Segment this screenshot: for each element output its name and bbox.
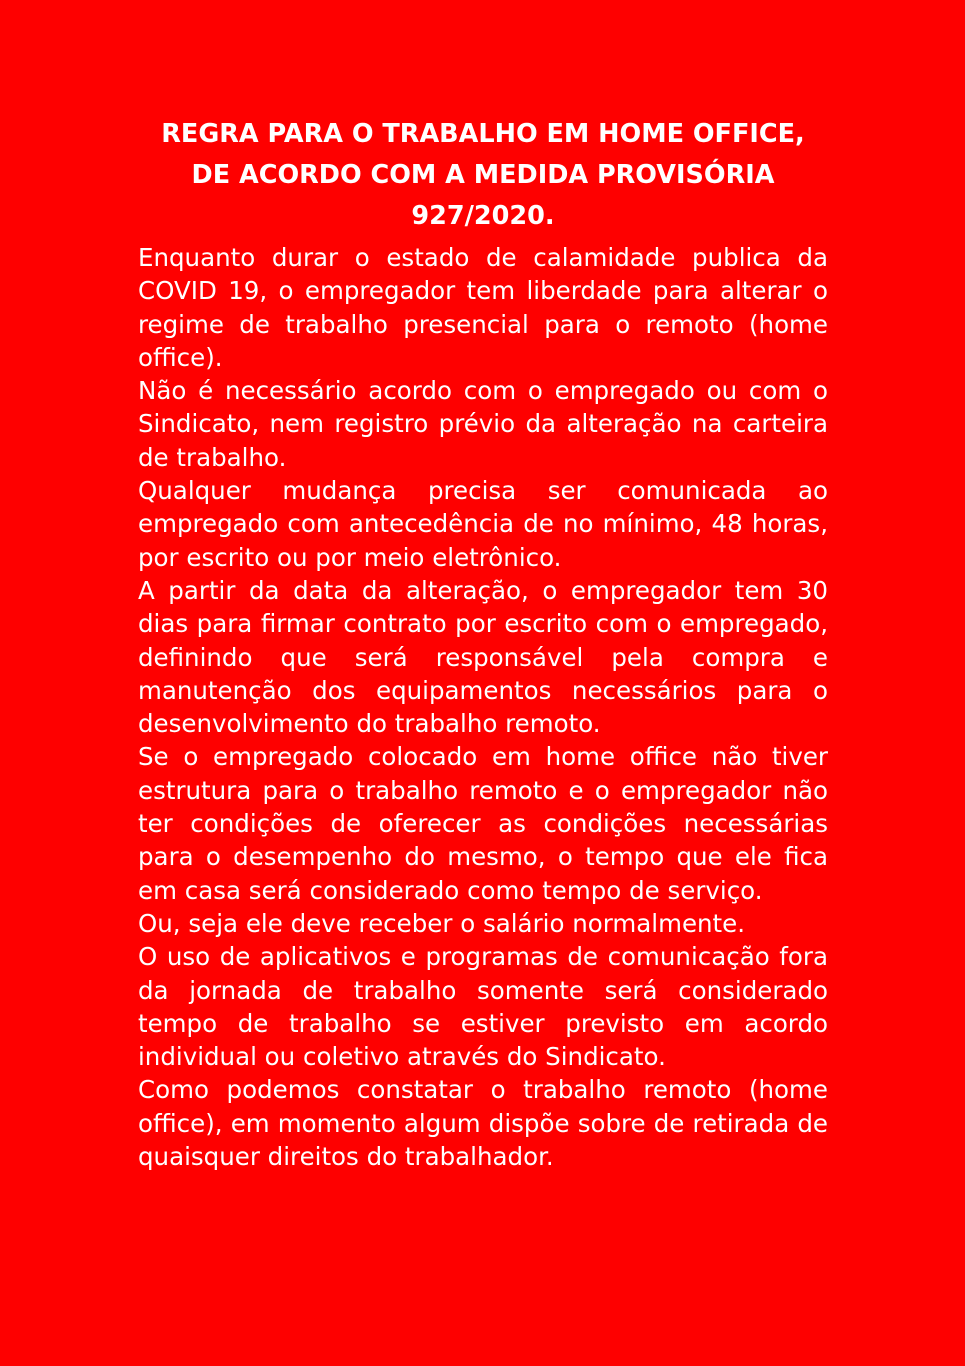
document-title <box>138 114 828 237</box>
paragraph-notice: Qualquer mudança precisa ser comunicada ao empregado com antecedência de no mínimo, 48 horas, por escrito ou por meio eletrônico. <box>138 476 828 572</box>
paragraph-no-agreement: Não é necessário acordo com o empregado ou com o Sindicato, nem registro prévio da alteração na carteira de trabalho. <box>138 376 828 472</box>
paragraph-calamity: Enquanto durar o estado de calamidade publica da COVID 19, o empregador tem liberdade para alterar o regime de trabalho presencial para o remoto (home office). <box>138 243 828 372</box>
title-line-3: 927/2020. <box>411 201 555 231</box>
document-page <box>138 114 828 1173</box>
paragraph-contract: A partir da data da alteração, o empregador tem 30 dias para firmar contrato por escrito com o empregado, definindo que será responsável pela compra e manutenção dos equipamentos necessários para o desenvolvimento do trabalho remoto. <box>138 575 828 739</box>
paragraph-apps: O uso de aplicativos e programas de comunicação fora da jornada de trabalho somente será considerado tempo de trabalho se estiver previsto em acordo individual ou coletivo através do Sindicato. <box>138 942 828 1072</box>
document-body <box>138 241 828 1173</box>
title-line-1: REGRA PARA O TRABALHO EM HOME OFFICE, <box>161 119 805 149</box>
title-line-2: DE ACORDO COM A MEDIDA PROVISÓRIA <box>191 160 775 190</box>
paragraph-conclusion: Como podemos constatar o trabalho remoto (home office), em momento algum dispõe sobre de retirada de quaisquer direitos do trabalhador. <box>138 1075 828 1172</box>
paragraph-structure: Se o empregado colocado em home office não tiver estrutura para o trabalho remoto e o empregador não ter condições de oferecer as condições necessárias para o desempenho do mesmo, o tempo que ele fica em casa será considerado como tempo de serviço. <box>138 742 828 905</box>
paragraph-salary: Ou, seja ele deve receber o salário normalmente. <box>138 908 746 938</box>
